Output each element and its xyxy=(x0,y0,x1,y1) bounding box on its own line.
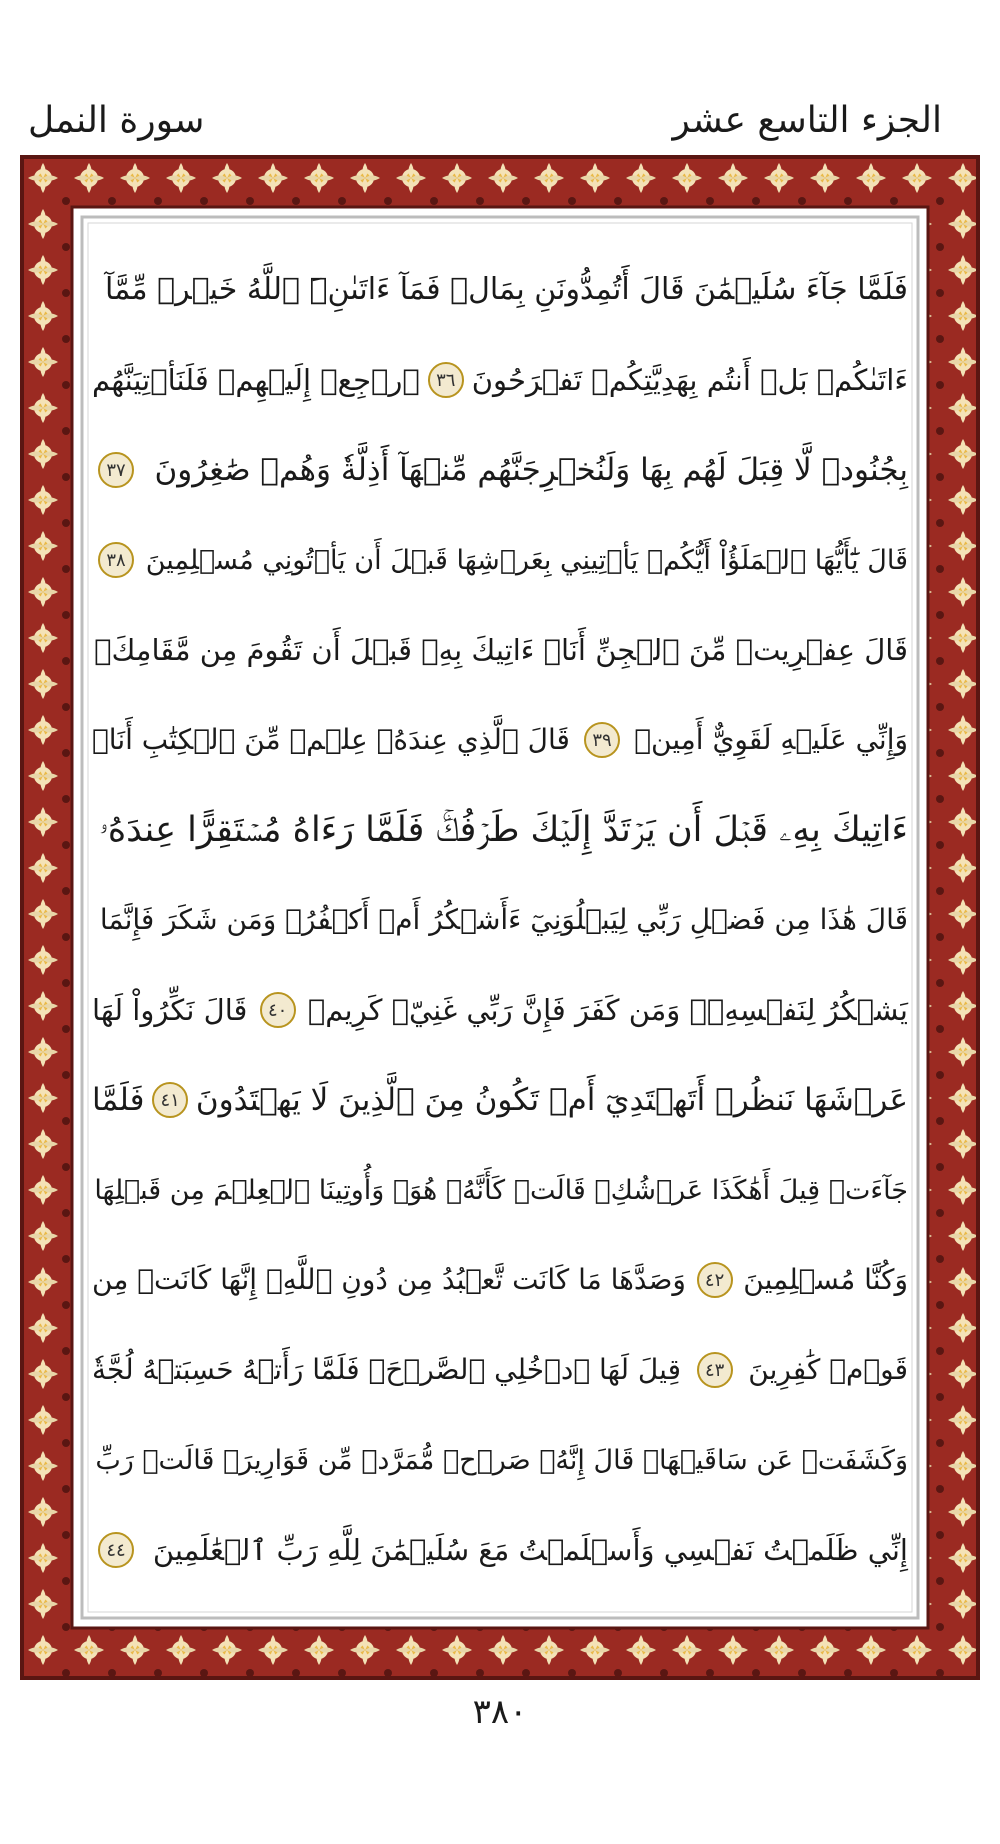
verse-text: ءَاتِيكَ بِهِۦ قَبۡلَ أَن يَرۡتَدَّ إِلَيۡكَ طَرۡفُكَۚ فَلَمَّا رَءَاهُ مُسۡتَقِرًّا عِندَهُۥ xyxy=(99,809,908,850)
text-line xyxy=(92,960,908,1060)
text-line xyxy=(92,330,908,430)
text-line xyxy=(92,1230,908,1330)
ayah-number-marker: ٤٠ xyxy=(260,992,296,1028)
text-line xyxy=(92,510,908,610)
text-line xyxy=(92,1320,908,1420)
verse-text: قَوۡمٖ كَٰفِرِينَ xyxy=(748,1353,908,1386)
verse-text: قَالَ يَٰٓأَيُّهَا ٱلۡمَلَؤُاْ أَيُّكُمۡ يَأۡتِينِي بِعَرۡشِهَا قَبۡلَ أَن يَأۡتُونِي مُسۡلِمِينَ xyxy=(145,544,908,576)
ayah-number-marker: ٤١ xyxy=(152,1082,188,1118)
ayah-number-marker: ٣٦ xyxy=(428,362,464,398)
verse-text: وَصَدَّهَا مَا كَانَت تَّعۡبُدُ مِن دُونِ ٱللَّهِۖ إِنَّهَا كَانَتۡ مِن xyxy=(92,1263,686,1296)
text-line xyxy=(92,1500,908,1600)
verse-text: وَكُنَّا مُسۡلِمِينَ xyxy=(743,1263,908,1296)
text-line xyxy=(92,1050,908,1150)
text-line xyxy=(92,780,908,880)
verse-text: ءَاتَىٰكُمۚ بَلۡ أَنتُم بِهَدِيَّتِكُمۡ تَفۡرَحُونَ xyxy=(471,362,908,397)
text-line xyxy=(92,1410,908,1510)
verse-text: قِيلَ لَهَا ٱدۡخُلِي ٱلصَّرۡحَۖ فَلَمَّا رَأَتۡهُ حَسِبَتۡهُ لُجَّةٗ xyxy=(92,1353,681,1386)
verse-text: وَإِنِّي عَلَيۡهِ لَقَوِيٌّ أَمِينٞ xyxy=(634,723,908,756)
verse-text: إِنِّي ظَلَمۡتُ نَفۡسِي وَأَسۡلَمۡتُ مَعَ سُلَيۡمَٰنَ لِلَّهِ رَبِّ ٱلۡعَٰلَمِينَ xyxy=(152,1532,908,1567)
verse-text: جَآءَتۡ قِيلَ أَهَٰكَذَا عَرۡشُكِۖ قَالَتۡ كَأَنَّهُۥ هُوَۚ وَأُوتِينَا ٱلۡعِلۡمَ مِن قَبۡلِهَا xyxy=(94,1174,908,1206)
verse-text: قَالَ هَٰذَا مِن فَضۡلِ رَبِّي لِيَبۡلُوَنِيٓ ءَأَشۡكُرُ أَمۡ أَكۡفُرُۖ وَمَن شَكَرَ فَإِنَّمَا xyxy=(99,903,908,936)
verse-text: فَلَمَّا xyxy=(92,1081,145,1118)
quran-text-area xyxy=(92,240,908,1600)
verse-text: قَالَ عِفۡرِيتٞ مِّنَ ٱلۡجِنِّ أَنَا۠ ءَاتِيكَ بِهِۦ قَبۡلَ أَن تَقُومَ مِن مَّقَامِكَۖ xyxy=(94,632,908,667)
ayah-number-marker: ٤٢ xyxy=(697,1262,733,1298)
surah-title: سورة النمل xyxy=(28,100,205,141)
ayah-number-marker: ٤٤ xyxy=(98,1532,134,1568)
verse-text: قَالَ نَكِّرُواْ لَهَا xyxy=(92,992,248,1027)
verse-text: ٱرۡجِعۡ إِلَيۡهِمۡ فَلَنَأۡتِيَنَّهُم xyxy=(92,362,420,397)
text-line xyxy=(92,690,908,790)
verse-text: قَالَ ٱلَّذِي عِندَهُۥ عِلۡمٞ مِّنَ ٱلۡكِتَٰبِ أَنَا۠ xyxy=(92,723,570,756)
ayah-number-marker: ٣٩ xyxy=(584,722,620,758)
text-line xyxy=(92,870,908,970)
ayah-number-marker: ٤٣ xyxy=(697,1352,733,1388)
ayah-number-marker: ٣٧ xyxy=(98,452,134,488)
ayah-number-marker: ٣٨ xyxy=(98,542,134,578)
verse-text: يَشۡكُرُ لِنَفۡسِهِۦۖ وَمَن كَفَرَ فَإِنَّ رَبِّي غَنِيّٞ كَرِيمٞ xyxy=(307,992,908,1027)
text-line xyxy=(92,1140,908,1240)
verse-text: عَرۡشَهَا نَنظُرۡ أَتَهۡتَدِيٓ أَمۡ تَكُونُ مِنَ ٱلَّذِينَ لَا يَهۡتَدُونَ xyxy=(195,1081,908,1118)
verse-text: بِجُنُودٖ لَّا قِبَلَ لَهُم بِهَا وَلَنُخۡرِجَنَّهُم مِّنۡهَآ أَذِلَّةٗ وَهُمۡ صَٰغِرُونَ xyxy=(154,451,908,488)
page-header xyxy=(0,0,1000,160)
text-line xyxy=(92,240,908,340)
verse-text: فَلَمَّا جَآءَ سُلَيۡمَٰنَ قَالَ أَتُمِدُّونَنِ بِمَالٖ فَمَآ ءَاتَىٰنِۦَ ٱللَّهُ خَيۡرٞ مِّمَّآ xyxy=(105,272,908,307)
verse-text: وَكَشَفَتۡ عَن سَاقَيۡهَاۚ قَالَ إِنَّهُۥ صَرۡحٞ مُّمَرَّدٞ مِّن قَوَارِيرَۗ قَالَتۡ رَبِّ xyxy=(95,1444,908,1476)
text-line xyxy=(92,420,908,520)
text-line xyxy=(92,600,908,700)
page-number: ٣٨٠ xyxy=(472,1692,528,1732)
juz-title: الجزء التاسع عشر xyxy=(672,100,942,141)
